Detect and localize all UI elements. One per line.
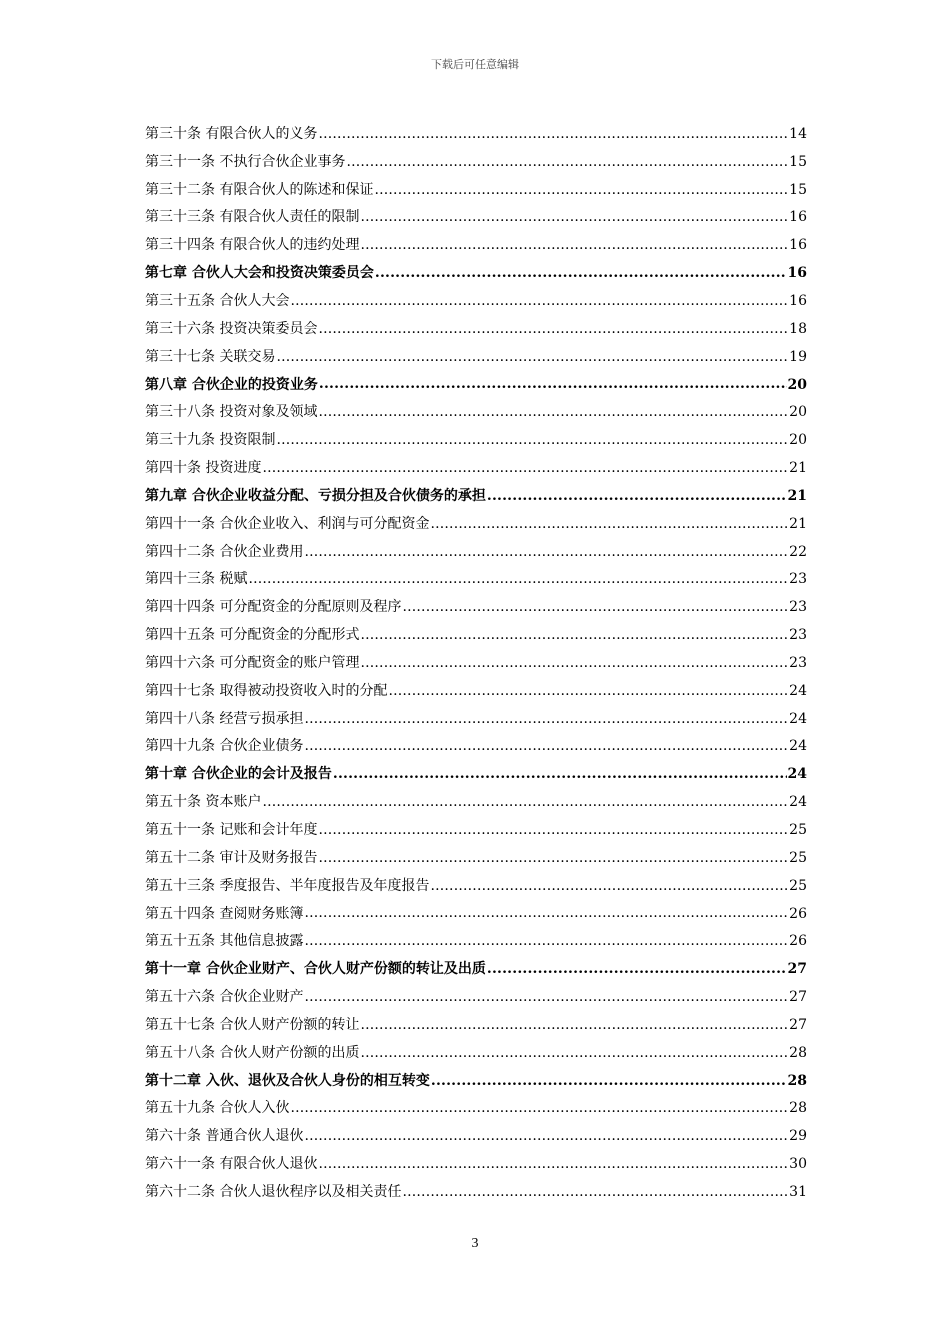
toc-article-entry[interactable] (145, 566, 807, 594)
toc-article-entry[interactable] (145, 983, 807, 1011)
toc-entry-page-number: 24 (787, 766, 807, 783)
toc-entry-label: 第五十条 资本账户 (145, 794, 262, 811)
toc-entry-label: 第七章 合伙人大会和投资决策委员会 (145, 265, 374, 282)
toc-chapter-entry[interactable] (145, 371, 807, 399)
toc-entry-label: 第六十条 普通合伙人退伙 (145, 1128, 304, 1145)
toc-entry-page-number: 18 (789, 320, 807, 337)
toc-entry-label: 第四十一条 合伙企业收入、利润与可分配资金 (145, 515, 430, 532)
toc-article-entry[interactable] (145, 231, 807, 259)
toc-entry-page-number: 15 (789, 181, 807, 198)
toc-article-entry[interactable] (145, 343, 807, 371)
toc-article-entry[interactable] (145, 538, 807, 566)
page-header: 下载后可任意编辑 (431, 58, 519, 71)
toc-entry-label: 第五十五条 其他信息披露 (145, 933, 304, 950)
toc-dot-leader (304, 906, 788, 927)
toc-entry-page-number: 16 (789, 237, 807, 254)
toc-entry-page-number: 14 (789, 125, 807, 142)
toc-entry-page-number: 21 (787, 487, 807, 504)
toc-entry-page-number: 24 (789, 794, 807, 811)
toc-entry-page-number: 28 (787, 1072, 807, 1089)
toc-dot-leader (375, 266, 787, 287)
toc-dot-leader (276, 433, 788, 454)
toc-entry-page-number: 25 (789, 822, 807, 839)
toc-entry-page-number: 29 (789, 1128, 807, 1145)
toc-entry-page-number: 24 (789, 682, 807, 699)
toc-dot-leader (319, 377, 787, 398)
toc-dot-leader (318, 1157, 788, 1178)
toc-entry-label: 第三十一条 不执行合伙企业事务 (145, 153, 346, 170)
toc-dot-leader (360, 210, 788, 231)
toc-entry-page-number: 24 (789, 710, 807, 727)
toc-entry-label: 第四十五条 可分配资金的分配形式 (145, 627, 360, 644)
toc-chapter-entry[interactable] (145, 1067, 807, 1095)
toc-chapter-entry[interactable] (145, 259, 807, 287)
toc-article-entry[interactable] (145, 1011, 807, 1039)
toc-dot-leader (318, 127, 788, 148)
toc-article-entry[interactable] (145, 621, 807, 649)
toc-entry-label: 第三十五条 合伙人大会 (145, 292, 290, 309)
toc-article-entry[interactable] (145, 1122, 807, 1150)
toc-dot-leader (360, 1018, 788, 1039)
toc-entry-page-number: 20 (789, 404, 807, 421)
toc-article-entry[interactable] (145, 1095, 807, 1123)
toc-dot-leader (402, 600, 788, 621)
toc-entry-label: 第六十二条 合伙人退伙程序以及相关责任 (145, 1183, 402, 1200)
toc-article-entry[interactable] (145, 120, 807, 148)
toc-article-entry[interactable] (145, 1178, 807, 1206)
toc-entry-label: 第三十九条 投资限制 (145, 432, 276, 449)
toc-article-entry[interactable] (145, 705, 807, 733)
toc-entry-page-number: 23 (789, 627, 807, 644)
toc-entry-label: 第三十二条 有限合伙人的陈述和保证 (145, 181, 374, 198)
toc-dot-leader (360, 656, 788, 677)
toc-entry-page-number: 31 (789, 1183, 807, 1200)
toc-entry-page-number: 30 (789, 1156, 807, 1173)
toc-entry-label: 第三十六条 投资决策委员会 (145, 320, 318, 337)
toc-dot-leader (290, 1101, 788, 1122)
toc-dot-leader (430, 879, 788, 900)
toc-entry-page-number: 27 (789, 989, 807, 1006)
toc-dot-leader (318, 322, 788, 343)
toc-entry-label: 第三十条 有限合伙人的义务 (145, 125, 318, 142)
toc-article-entry[interactable] (145, 287, 807, 315)
toc-entry-page-number: 28 (789, 1100, 807, 1117)
page-number: 3 (471, 1236, 479, 1251)
toc-dot-leader (487, 489, 787, 510)
toc-entry-page-number: 26 (789, 905, 807, 922)
toc-entry-label: 第四十六条 可分配资金的账户管理 (145, 654, 360, 671)
toc-article-entry[interactable] (145, 426, 807, 454)
toc-dot-leader (360, 628, 788, 649)
toc-entry-page-number: 27 (787, 961, 807, 978)
toc-entry-page-number: 20 (789, 432, 807, 449)
toc-entry-label: 第五十三条 季度报告、半年度报告及年度报告 (145, 877, 430, 894)
toc-entry-page-number: 25 (789, 877, 807, 894)
toc-entry-label: 第三十三条 有限合伙人责任的限制 (145, 209, 360, 226)
toc-dot-leader (318, 851, 788, 872)
toc-entry-label: 第三十四条 有限合伙人的违约处理 (145, 237, 360, 254)
toc-entry-page-number: 21 (789, 460, 807, 477)
toc-entry-label: 第六十一条 有限合伙人退伙 (145, 1156, 318, 1173)
toc-dot-leader (333, 767, 787, 788)
toc-entry-label: 第四十二条 合伙企业费用 (145, 543, 304, 560)
toc-article-entry[interactable] (145, 1150, 807, 1178)
toc-dot-leader (304, 1129, 788, 1150)
toc-entry-label: 第五十四条 查阅财务账簿 (145, 905, 304, 922)
toc-article-entry[interactable] (145, 927, 807, 955)
toc-dot-leader (360, 238, 788, 259)
toc-entry-label: 第十二章 入伙、退伙及合伙人身份的相互转变 (145, 1072, 430, 1089)
toc-article-entry[interactable] (145, 204, 807, 232)
toc-dot-leader (388, 684, 788, 705)
toc-dot-leader (304, 934, 788, 955)
toc-dot-leader (402, 1185, 788, 1206)
toc-entry-label: 第三十七条 关联交易 (145, 348, 276, 365)
toc-entry-label: 第四十八条 经营亏损承担 (145, 710, 304, 727)
toc-article-entry[interactable] (145, 510, 807, 538)
toc-entry-page-number: 20 (787, 376, 807, 393)
toc-entry-page-number: 23 (789, 599, 807, 616)
toc-entry-page-number: 28 (789, 1044, 807, 1061)
toc-entry-page-number: 25 (789, 849, 807, 866)
toc-dot-leader (431, 1074, 787, 1095)
toc-article-entry[interactable] (145, 816, 807, 844)
toc-dot-leader (360, 1046, 788, 1067)
toc-dot-leader (430, 517, 788, 538)
toc-article-entry[interactable] (145, 872, 807, 900)
toc-entry-label: 第五十六条 合伙企业财产 (145, 989, 304, 1006)
toc-article-entry[interactable] (145, 677, 807, 705)
toc-article-entry[interactable] (145, 148, 807, 176)
toc-entry-page-number: 16 (789, 292, 807, 309)
toc-dot-leader (248, 572, 788, 593)
toc-entry-page-number: 21 (789, 515, 807, 532)
toc-dot-leader (487, 962, 787, 983)
toc-entry-page-number: 15 (789, 153, 807, 170)
toc-dot-leader (346, 155, 788, 176)
toc-entry-label: 第四十三条 税赋 (145, 571, 248, 588)
toc-entry-page-number: 19 (789, 348, 807, 365)
toc-entry-page-number: 23 (789, 571, 807, 588)
toc-dot-leader (318, 405, 788, 426)
toc-article-entry[interactable] (145, 900, 807, 928)
toc-entry-label: 第四十九条 合伙企业债务 (145, 738, 304, 755)
toc-dot-leader (262, 461, 788, 482)
toc-entry-label: 第四十七条 取得被动投资收入时的分配 (145, 682, 388, 699)
toc-entry-label: 第八章 合伙企业的投资业务 (145, 376, 318, 393)
table-of-contents (145, 120, 807, 1206)
toc-article-entry[interactable] (145, 844, 807, 872)
toc-entry-label: 第三十八条 投资对象及领域 (145, 404, 318, 421)
toc-dot-leader (304, 545, 788, 566)
toc-entry-label: 第十章 合伙企业的会计及报告 (145, 766, 332, 783)
toc-dot-leader (290, 294, 788, 315)
toc-entry-page-number: 16 (789, 209, 807, 226)
toc-entry-label: 第九章 合伙企业收益分配、亏损分担及合伙债务的承担 (145, 487, 486, 504)
toc-article-entry[interactable] (145, 593, 807, 621)
toc-chapter-entry[interactable] (145, 482, 807, 510)
toc-entry-page-number: 23 (789, 654, 807, 671)
toc-dot-leader (276, 350, 788, 371)
toc-dot-leader (304, 739, 788, 760)
toc-entry-page-number: 24 (789, 738, 807, 755)
toc-dot-leader (318, 823, 788, 844)
toc-entry-label: 第五十七条 合伙人财产份额的转让 (145, 1016, 360, 1033)
toc-entry-page-number: 26 (789, 933, 807, 950)
toc-article-entry[interactable] (145, 398, 807, 426)
toc-entry-label: 第五十二条 审计及财务报告 (145, 849, 318, 866)
toc-entry-page-number: 16 (787, 265, 807, 282)
toc-chapter-entry[interactable] (145, 955, 807, 983)
toc-entry-label: 第四十条 投资进度 (145, 460, 262, 477)
toc-chapter-entry[interactable] (145, 760, 807, 788)
toc-article-entry[interactable] (145, 454, 807, 482)
toc-article-entry[interactable] (145, 315, 807, 343)
toc-dot-leader (304, 990, 788, 1011)
toc-dot-leader (262, 795, 788, 816)
toc-entry-label: 第四十四条 可分配资金的分配原则及程序 (145, 599, 402, 616)
toc-entry-label: 第五十九条 合伙人入伙 (145, 1100, 290, 1117)
toc-article-entry[interactable] (145, 788, 807, 816)
toc-dot-leader (374, 183, 788, 204)
toc-entry-page-number: 22 (789, 543, 807, 560)
toc-article-entry[interactable] (145, 176, 807, 204)
toc-entry-page-number: 27 (789, 1016, 807, 1033)
toc-entry-label: 第十一章 合伙企业财产、合伙人财产份额的转让及出质 (145, 961, 486, 978)
toc-article-entry[interactable] (145, 1039, 807, 1067)
toc-dot-leader (304, 712, 788, 733)
toc-entry-label: 第五十八条 合伙人财产份额的出质 (145, 1044, 360, 1061)
toc-article-entry[interactable] (145, 649, 807, 677)
toc-article-entry[interactable] (145, 733, 807, 761)
toc-entry-label: 第五十一条 记账和会计年度 (145, 822, 318, 839)
